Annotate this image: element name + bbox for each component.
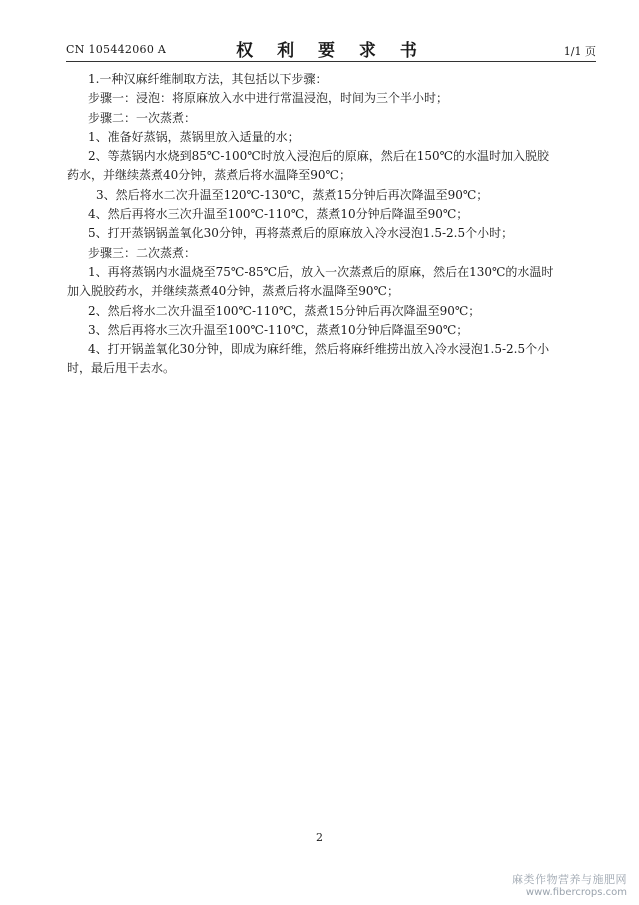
page-number: 2: [316, 831, 323, 844]
claim-line: 步骤一：浸泡：将原麻放入水中进行常温浸泡，时间为三个半小时；: [88, 91, 449, 106]
claim-line: 步骤二：一次蒸煮：: [88, 110, 197, 125]
watermark: [512, 873, 627, 899]
document-id: CN 105442060 A: [66, 43, 167, 56]
claim-line: 步骤三：二次蒸煮：: [88, 245, 197, 260]
claim-line: 2、等蒸锅内水烧到85℃-100℃时放入浸泡后的原麻，然后在150℃的水温时加入脱胶: [88, 149, 550, 164]
document-title: 权 利 要 求 书: [236, 41, 426, 61]
claim-line: 5、打开蒸锅锅盖氧化30分钟，再将蒸煮后的原麻放入冷水浸泡1.5-2.5个小时；: [88, 226, 514, 241]
page-count: 1/1 页: [563, 45, 596, 58]
claim-line: 3、然后再将水三次升温至100℃-110℃，蒸煮10分钟后降温至90℃；: [88, 322, 469, 337]
watermark-url: www.fibercrops.com: [525, 887, 627, 898]
claim-line: 1、准备好蒸锅，蒸锅里放入适量的水；: [88, 129, 300, 144]
claim-line: 3、然后将水二次升温至120℃-130℃，蒸煮15分钟后再次降温至90℃；: [96, 187, 489, 202]
claim-line: 药水，并继续蒸煮40分钟，蒸煮后将水温降至90℃；: [67, 168, 351, 183]
page-header: [66, 34, 596, 60]
claim-line: 1、再将蒸锅内水温烧至75℃-85℃后，放入一次蒸煮后的原麻，然后在130℃的水温时: [88, 264, 554, 279]
watermark-site-name: 麻类作物营养与施肥网: [512, 873, 627, 886]
header-rule: [66, 61, 596, 62]
claim-line: 4、然后再将水三次升温至100℃-110℃，蒸煮10分钟后降温至90℃；: [88, 207, 469, 222]
claim-line: 加入脱胶药水，并继续蒸煮40分钟，蒸煮后将水温降至90℃；: [67, 284, 399, 299]
claim-line: 4、打开锅盖氧化30分钟，即成为麻纤维，然后将麻纤维捞出放入冷水浸泡1.5-2.5个小: [88, 342, 550, 357]
claim-line: 时，最后甩干去水。: [67, 361, 176, 376]
claims-body: [67, 70, 591, 379]
claim-line: 1.一种汉麻纤维制取方法，其包括以下步骤：: [88, 72, 328, 86]
claim-line: 2、然后将水二次升温至100℃-110℃，蒸煮15分钟后再次降温至90℃；: [88, 303, 481, 318]
